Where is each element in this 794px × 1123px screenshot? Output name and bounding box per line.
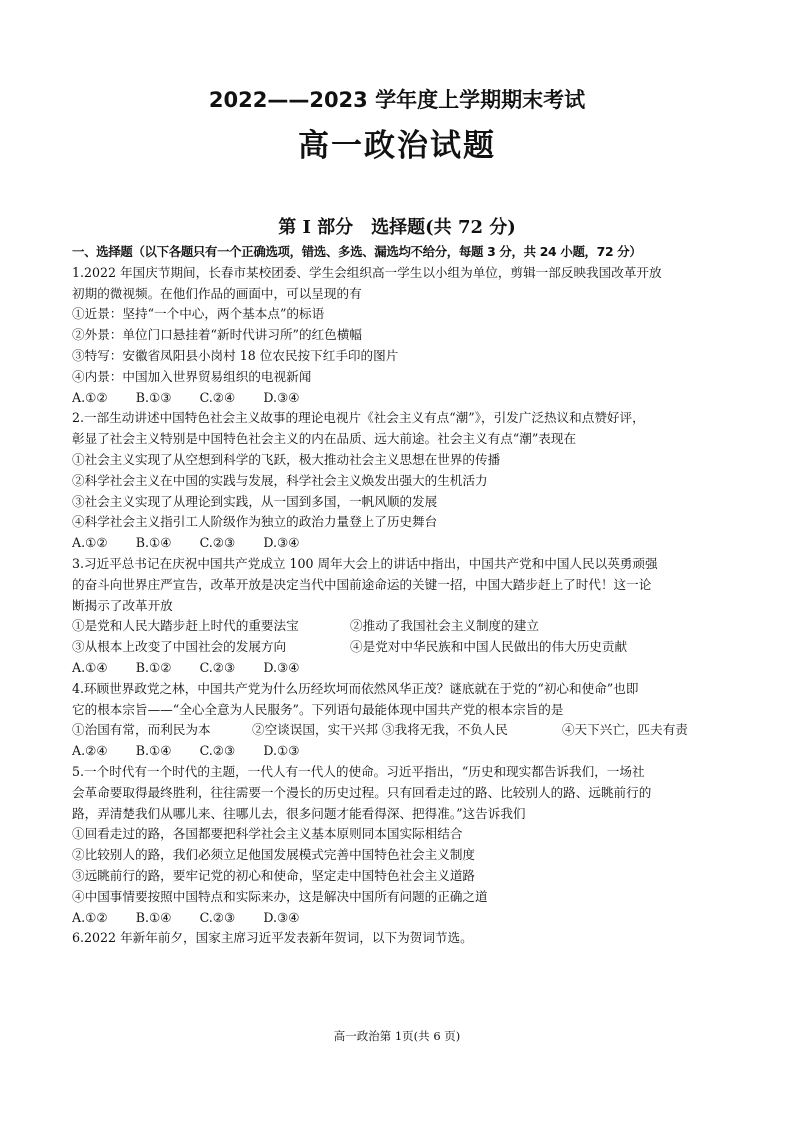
answer-options <box>72 658 732 679</box>
part-title: 第 I 部分 选择题(共 72 分) <box>278 217 516 238</box>
statement: ①社会主义实现了从空想到科学的飞跃，极大推动社会主义思想在世界的传播 <box>72 451 501 467</box>
question-4 <box>72 679 732 762</box>
question-stem: 3.习近平总书记在庆祝中国共产党成立 100 周年大会上的讲话中指出，中国共产党和中国人民以英勇顽强 <box>72 555 658 571</box>
statement: ③从根本上改变了中国社会的发展方向 <box>72 639 287 655</box>
statement: ④中国事情要按照中国特点和实际来办，这是解决中国所有问题的正确之道 <box>72 888 488 904</box>
question-stem: 6.2022 年新年前夕，国家主席习近平发表新年贺词，以下为贺词节选。 <box>72 930 473 946</box>
question-stem: 断揭示了改革开放 <box>72 597 173 613</box>
question-stem: 它的根本宗旨——“全心全意为人民服务”。下列语句最能体现中国共产党的根本宗旨的是 <box>72 701 564 717</box>
option-b: B.①④ <box>135 909 172 925</box>
option-a: A.①② <box>72 909 108 925</box>
statement: ②空谈误国，实干兴邦 <box>252 722 378 738</box>
option-a: A.①② <box>72 389 108 405</box>
answer-options <box>72 741 732 762</box>
statement: ②外景：单位门口悬挂着“新时代讲习所”的红色横幅 <box>72 327 362 343</box>
question-3 <box>72 554 732 679</box>
question-stem: 彰显了社会主义特别是中国特色社会主义的内在品质、远大前途。社会主义有点“潮”表现在 <box>72 431 577 447</box>
question-stem: 1.2022 年国庆节期间，长春市某校团委、学生会组织高一学生以小组为单位，剪辑一部反映我国改革开放 <box>72 264 662 280</box>
question-2 <box>72 408 732 554</box>
statement-pair <box>72 616 539 637</box>
option-a: A.①④ <box>72 659 108 675</box>
option-b: B.①③ <box>135 389 172 405</box>
page-footer: 高一政治第 1页(共 6 页) <box>333 1029 461 1043</box>
exam-subtitle: 高一政治试题 <box>298 128 496 164</box>
statement-pair <box>382 720 688 741</box>
question-stem: 4.环顾世界政党之林，中国共产党为什么历经坎坷而依然风华正茂？谜底就在于党的“初心和使命”也即 <box>72 680 639 696</box>
question-stem: 会革命要取得最终胜利，往往需要一个漫长的历史过程。只有回看走过的路、比较别人的路、远眺前行的 <box>72 784 652 800</box>
question-6 <box>72 928 732 949</box>
option-b: B.①④ <box>135 535 172 551</box>
statement: ①回看走过的路，各国都要把科学社会主义基本原则同本国实际相结合 <box>72 826 463 842</box>
question-stem: 路，弄清楚我们从哪儿来、往哪儿去，很多问题才能看得深、把得准。”这告诉我们 <box>72 805 526 821</box>
answer-options <box>72 908 732 929</box>
option-c: C.②③ <box>199 743 236 759</box>
exam-title: 2022——2023 学年度上学期期末考试 <box>208 88 586 112</box>
option-d: D.①③ <box>263 743 300 759</box>
statement: ①是党和人民大踏步赶上时代的重要法宝 <box>72 618 299 634</box>
statement: ④科学社会主义指引工人阶级作为独立的政治力量登上了历史舞台 <box>72 514 438 530</box>
statement: ④天下兴亡，匹夫有责 <box>561 722 688 738</box>
statement-pair <box>72 637 627 658</box>
option-d: D.③④ <box>263 535 300 551</box>
option-b: B.①② <box>135 659 172 675</box>
statement: ①治国有常，而利民为本 <box>72 722 211 738</box>
statement: ③特写：安徽省凤阳县小岗村 18 位农民按下红手印的图片 <box>72 347 399 363</box>
question-content <box>72 242 732 949</box>
question-1 <box>72 263 732 409</box>
option-c: C.②④ <box>199 389 236 405</box>
statement: ④内景：中国加入世界贸易组织的电视新闻 <box>72 368 312 384</box>
option-a: A.②④ <box>72 743 108 759</box>
statement: ②推动了我国社会主义制度的建立 <box>350 618 539 634</box>
option-d: D.③④ <box>263 389 300 405</box>
option-d: D.③④ <box>263 659 300 675</box>
question-stem: 5.一个时代有一个时代的主题，一代人有一代人的使命。习近平指出，“历史和现实都告诉我们，一场社 <box>72 763 645 779</box>
option-a: A.①② <box>72 535 108 551</box>
statement-pair <box>72 720 378 741</box>
statement: ②科学社会主义在中国的实践与发展，科学社会主义焕发出强大的生机活力 <box>72 472 488 488</box>
question-5 <box>72 762 732 928</box>
option-c: C.②③ <box>199 909 236 925</box>
option-c: C.②③ <box>199 535 236 551</box>
statement: ③社会主义实现了从理论到实践，从一国到多国，一帆风顺的发展 <box>72 493 438 509</box>
option-c: C.②③ <box>199 659 236 675</box>
question-stem: 2.一部生动讲述中国特色社会主义故事的理论电视片《社会主义有点“潮”》，引发广泛热议和点赞好评， <box>72 410 645 426</box>
option-b: B.①④ <box>135 743 172 759</box>
statement: ①近景：坚持“一个中心，两个基本点”的标语 <box>72 306 325 322</box>
question-stem: 初期的微视频。在他们作品的画面中，可以呈现的有 <box>72 285 362 301</box>
statement: ③远眺前行的路，要牢记党的初心和使命，坚定走中国特色社会主义道路 <box>72 867 475 883</box>
question-stem: 的奋斗向世界庄严宣告，改革开放是决定当代中国前途命运的关键一招，中国大踏步赶上了时代！这一论 <box>72 576 652 592</box>
statement: ②比较别人的路，我们必须立足他国发展模式完善中国特色社会主义制度 <box>72 847 475 863</box>
section-instruction: 一、选择题（以下各题只有一个正确选项，错选、多选、漏选均不给分，每题 3 分，共 24 小题，72 分） <box>72 244 642 259</box>
statement: ③我将无我，不负人民 <box>381 722 508 738</box>
option-d: D.③④ <box>263 909 300 925</box>
answer-options <box>72 533 732 554</box>
answer-options <box>72 388 732 409</box>
statement: ④是党对中华民族和中国人民做出的伟大历史贡献 <box>350 639 628 655</box>
